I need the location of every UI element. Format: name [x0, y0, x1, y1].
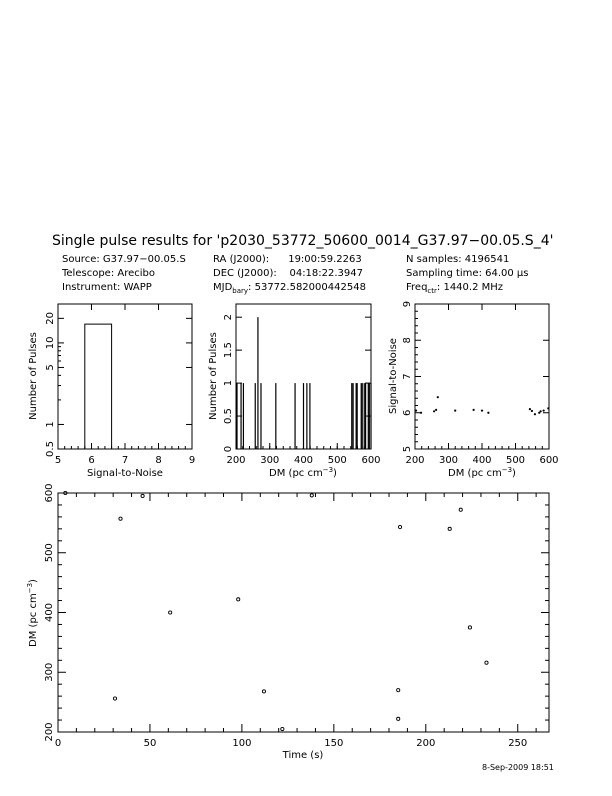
dm-histogram-ylabel: Number of Pulses	[208, 332, 219, 420]
snr-vs-dm-xlabel-end: (pc cm	[464, 468, 502, 479]
telescope-info: Telescope: Arecibo	[62, 268, 155, 279]
dm-hist-xtick-label: 500	[327, 455, 347, 466]
dm-vs-time-point	[468, 626, 471, 629]
dm-vs-time-ytick-label: 300	[44, 662, 55, 682]
mjd-sub: bary	[232, 287, 249, 295]
snr-hist-bar	[85, 324, 112, 449]
snr-vs-dm-point	[433, 410, 435, 412]
dm-vs-time-point	[237, 598, 240, 601]
dm-vs-time-point	[113, 697, 116, 700]
dm-histogram-xlabel-main: DM (pc cm	[269, 468, 323, 479]
snr-vs-dm-xtick-label: 600	[539, 455, 559, 466]
dm-vs-time-xlabel: Time (s)	[282, 750, 324, 761]
snr-vs-dm-ytick-label: 5	[402, 445, 413, 453]
snr-vs-dm-point	[415, 409, 417, 411]
dm-histogram-xlabel-end: )	[333, 468, 337, 479]
snr-histogram-frame	[58, 304, 192, 449]
dm-vs-time-xtick-label: 200	[416, 738, 436, 749]
freq-sub: ctr	[427, 287, 437, 295]
snr-histogram-marks	[45, 304, 195, 466]
dm-vs-time-frame	[58, 493, 549, 732]
snr-vs-dm-xtick-label: 200	[405, 455, 425, 466]
snr-vs-dm-point	[543, 409, 545, 411]
snr-vs-dm-ytick-label: 9	[402, 300, 413, 308]
snr-vs-dm-ytick-label: 6	[402, 409, 413, 416]
snr-vs-dm-point	[547, 407, 549, 409]
dm-vs-time-point	[397, 689, 400, 692]
source-info: Source: G37.97−00.05.S	[62, 254, 186, 265]
snr-hist-xtick-label: 9	[188, 455, 196, 466]
dm-vs-time-ytick-label: 400	[44, 602, 55, 623]
timestamp: 8-Sep-2009 18:51	[482, 763, 554, 772]
snr-hist-ytick-label: 10	[45, 336, 56, 350]
snr-vs-dm-point	[487, 412, 489, 414]
dm-hist-ytick-label: 0.5	[223, 408, 234, 424]
snr-vs-dm-frame	[415, 304, 549, 449]
dm-vs-time-point	[281, 727, 284, 730]
dm-histogram-xlabel	[269, 466, 337, 479]
dm-vs-time-point	[398, 525, 401, 528]
ra-info: RA (J2000): 19:00:59.2263	[213, 254, 362, 265]
snr-vs-dm-ytick-label: 7	[402, 373, 413, 380]
snr-vs-dm-ytick-label: 8	[402, 337, 413, 344]
snr-hist-xtick-label: 5	[54, 455, 62, 466]
snr-vs-dm-point	[435, 409, 437, 411]
dm-vs-time-marks	[44, 483, 549, 749]
snr-vs-dm-point	[529, 408, 531, 410]
dm-vs-time-point	[459, 508, 462, 511]
dm-hist-xtick-label: 600	[361, 455, 381, 466]
mjd-label: MJD	[213, 282, 233, 293]
snr-hist-xtick-label: 6	[88, 455, 95, 466]
dm-vs-time-point	[262, 690, 265, 693]
page-title: Single pulse results for 'p2030_53772_50600_0014_G37.97−00.05.S_4'	[52, 233, 554, 249]
freq-label: Freq	[406, 282, 428, 293]
dm-histogram	[208, 304, 381, 479]
snr-vs-dm-point	[534, 413, 536, 415]
dm-vs-time-ylabel-end: )	[28, 579, 39, 583]
snr-hist-xtick-label: 8	[155, 455, 162, 466]
snr-vs-dm-point	[531, 410, 533, 412]
snr-vs-dm-xtick-label: 400	[472, 455, 492, 466]
freq-value: : 1440.2 MHz	[436, 282, 504, 293]
dm-vs-time-point	[141, 494, 144, 497]
dm-vs-time-xtick-label: 250	[508, 738, 528, 749]
snr-vs-dm-xlabel	[448, 466, 516, 479]
snr-histogram	[28, 304, 195, 479]
snr-hist-ytick-label: 1	[45, 421, 56, 428]
dm-histogram-marks	[223, 314, 381, 466]
snr-vs-dm-marks	[402, 301, 559, 466]
snr-histogram-ylabel: Number of Pulses	[28, 332, 39, 420]
dm-vs-time-ytick-label: 600	[44, 483, 55, 503]
dm-vs-time-xtick-label: 150	[324, 738, 344, 749]
snr-vs-dm-point	[473, 409, 475, 411]
snr-vs-dm-point	[437, 396, 439, 398]
sampling-time-info: Sampling time: 64.00 μs	[406, 268, 529, 279]
dm-vs-time-point	[448, 527, 451, 530]
dm-vs-time-point	[310, 494, 313, 497]
dm-vs-time-plot	[26, 483, 549, 761]
snr-vs-dm-xtick-label: 300	[438, 455, 459, 466]
snr-vs-dm-xtick-label: 500	[505, 455, 526, 466]
snr-hist-ytick-label: 5	[45, 364, 56, 371]
snr-hist-ytick-label: 20	[45, 311, 56, 325]
dm-vs-time-point	[397, 717, 400, 720]
snr-vs-dm-xlabel-close: )	[512, 468, 516, 479]
dm-vs-time-ylabel-sup: −3	[26, 582, 34, 594]
mjd-info	[213, 282, 366, 295]
dm-hist-ytick-label: 0	[223, 445, 234, 453]
snr-hist-xtick-label: 7	[121, 455, 129, 466]
snr-histogram-xlabel: Signal-to-Noise	[87, 468, 163, 479]
dm-vs-time-ytick-label: 200	[44, 722, 55, 742]
dm-vs-time-xtick-label: 50	[143, 738, 157, 749]
nsamples-info: N samples: 4196541	[406, 254, 510, 265]
snr-vs-dm-ylabel: Signal-to-Noise	[388, 338, 399, 414]
dm-vs-time-ytick-label: 500	[44, 543, 55, 563]
dm-hist-ytick-label: 2	[223, 313, 234, 321]
dm-histogram-xlabel-sup: −3	[322, 466, 334, 474]
dm-vs-time-point	[169, 611, 172, 614]
mjd-value: : 53772.582000442548	[248, 282, 366, 293]
dm-hist-xtick-label: 400	[293, 455, 314, 466]
dm-vs-time-ylabel	[26, 579, 39, 647]
snr-vs-dm-point	[540, 410, 542, 412]
dm-hist-ytick-label: 1.5	[223, 342, 234, 359]
dm-hist-xtick-label: 200	[226, 455, 246, 466]
dm-vs-time-ylabel-main: DM (pc cm	[28, 593, 39, 647]
dec-info: DEC (J2000): 04:18:22.3947	[213, 268, 364, 279]
snr-vs-dm-point	[481, 409, 483, 411]
dm-vs-time-point	[485, 661, 488, 664]
snr-vs-dm-xlabel-main: DM	[448, 468, 465, 479]
dm-vs-time-xtick-label: 100	[232, 738, 252, 749]
freq-info	[406, 282, 503, 295]
dm-hist-xtick-label: 300	[260, 455, 280, 466]
instrument-info: Instrument: WAPP	[62, 282, 152, 293]
snr-vs-dm-xlabel-sup: −3	[501, 466, 513, 474]
dm-vs-time-xtick-label: 0	[54, 738, 62, 749]
snr-vs-dm-point	[454, 409, 456, 411]
dm-vs-time-point	[119, 517, 122, 520]
dm-hist-ytick-label: 1	[223, 379, 234, 387]
snr-vs-dm-plot	[388, 301, 559, 479]
snr-hist-ytick-label: 0.5	[45, 441, 56, 457]
